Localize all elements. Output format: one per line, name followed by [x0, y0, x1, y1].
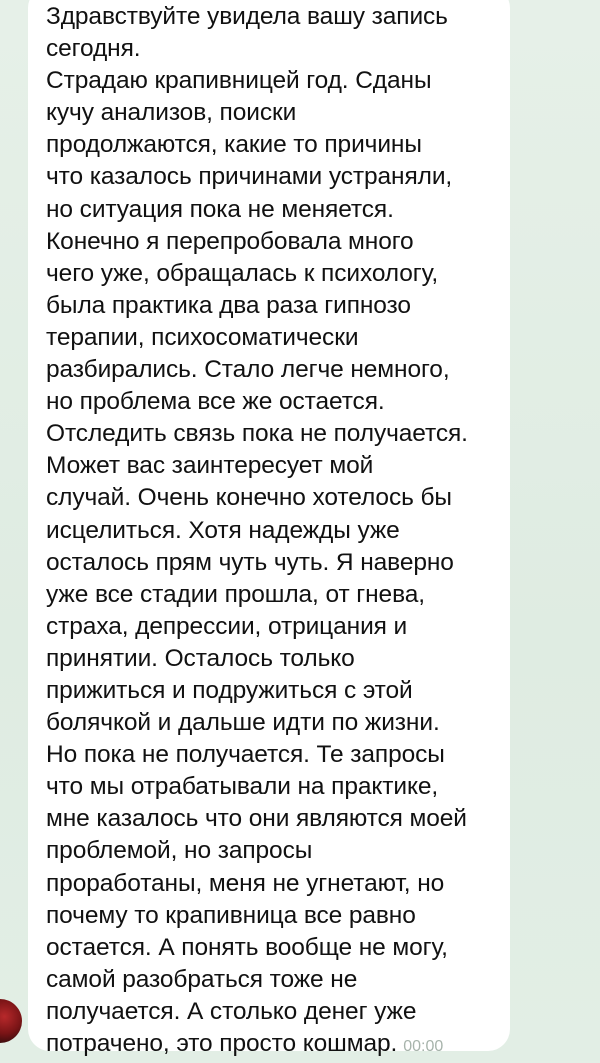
message-line: была практика два раза гипнозо — [46, 291, 411, 319]
message-line: прижиться и подружиться с этой — [46, 676, 413, 704]
message-line: уже все стадии прошла, от гнева, — [46, 580, 425, 608]
message-line: Отследить связь пока не получается. — [46, 420, 468, 448]
message-line-last — [46, 1028, 516, 1063]
message-timestamp: 00:00 — [403, 1038, 444, 1055]
message-line: чего уже, обращалась к психологу, — [46, 259, 439, 287]
message-line: сегодня. — [46, 35, 141, 63]
message-line: почему то крапивница все равно — [46, 901, 416, 929]
message-line: что мы отрабатывали на практике, — [46, 773, 439, 801]
message-line: болячкой и дальше идти по жизни. — [46, 709, 440, 737]
message-line: Но пока не получается. Те запросы — [46, 741, 445, 769]
message-line: Может вас заинтересует мой — [46, 452, 374, 480]
message-line: самой разобраться тоже не — [46, 965, 358, 993]
message-line: проработаны, меня не угнетают, но — [46, 869, 445, 897]
message-line: остается. А понять вообще не могу, — [46, 933, 448, 961]
message-line: продолжаются, какие то причины — [46, 131, 422, 159]
incoming-message-bubble[interactable] — [28, 0, 510, 1057]
message-line: разбирались. Стало легче немного, — [46, 356, 450, 384]
message-text — [46, 1, 516, 1063]
message-line-text: потрачено, это просто кошмар. — [46, 1030, 398, 1057]
message-line: проблемой, но запросы — [46, 837, 313, 865]
message-line: страха, депрессии, отрицания и — [46, 612, 408, 640]
message-line: исцелиться. Хотя надежды уже — [46, 516, 400, 544]
message-line: но проблема все же остается. — [46, 388, 385, 416]
message-line: что казалось причинами устраняли, — [46, 163, 453, 191]
message-line: терапии, психосоматически — [46, 323, 359, 351]
message-line: Здравствуйте увидела вашу запись — [46, 3, 448, 30]
message-line: осталось прям чуть чуть. Я наверно — [46, 548, 454, 576]
message-line: случай. Очень конечно хотелось бы — [46, 484, 452, 512]
message-line: Страдаю крапивницей год. Сданы — [46, 67, 432, 95]
message-line: получается. А столько денег уже — [46, 997, 417, 1025]
message-line: но ситуация пока не меняется. — [46, 195, 394, 223]
message-line: принятии. Осталось только — [46, 644, 355, 672]
message-line: мне казалось что они являются моей — [46, 805, 467, 833]
message-line: кучу анализов, поиски — [46, 99, 297, 127]
message-line: Конечно я перепробовала много — [46, 227, 414, 255]
